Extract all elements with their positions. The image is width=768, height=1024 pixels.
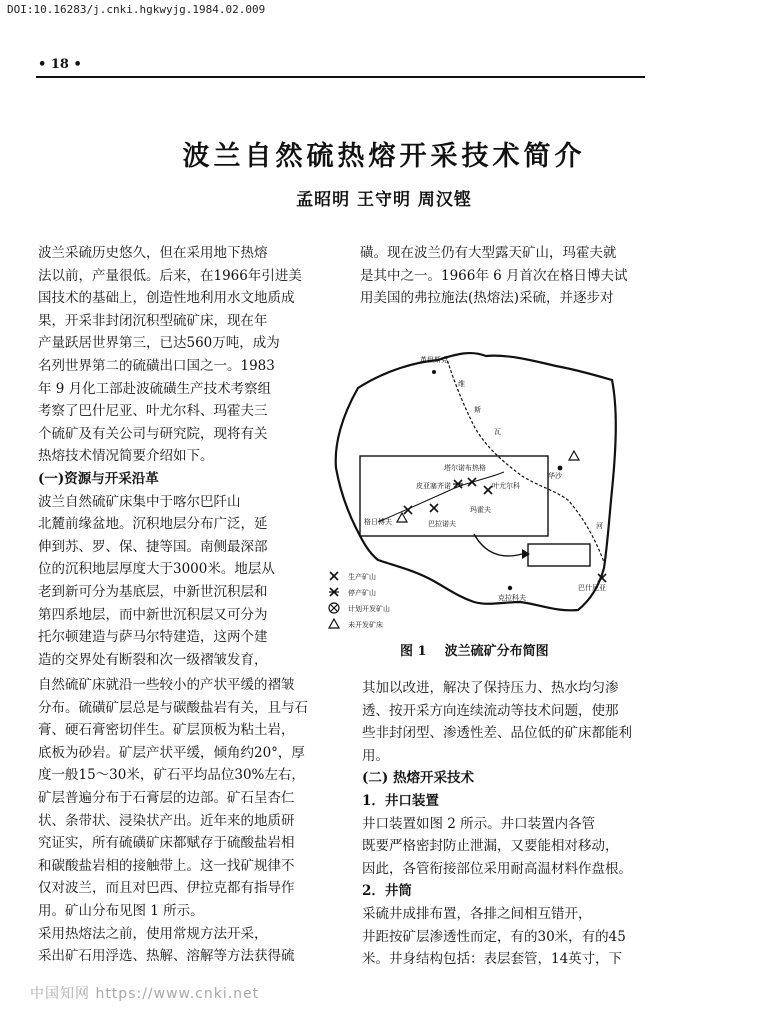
label-jeziorko: 叶尤尔科 bbox=[492, 482, 520, 490]
text-line: 第四系地层，而中新世沉积层又可分为 bbox=[38, 606, 268, 623]
text-line: 波兰采硫历史悠久，但在采用地下热熔 bbox=[38, 245, 268, 261]
label-basznia: 巴什尼亚 bbox=[578, 584, 606, 592]
label-vistula-1: 维 bbox=[458, 380, 465, 388]
text-line: 透、按开采方向连续流动等技术问题，使那 bbox=[362, 702, 619, 719]
label-grzybow: 格日博夫 bbox=[364, 518, 392, 526]
legend-stopped: 停产矿山 bbox=[348, 589, 376, 597]
label-huajia: 华沙 bbox=[548, 472, 562, 480]
text-line: 热熔技术情况简要介绍如下。 bbox=[38, 448, 214, 465]
right-column-top bbox=[360, 242, 660, 310]
text-line: (二) 热熔开采技术 bbox=[362, 770, 474, 787]
text-line: 仅对波兰，而且对巴西、伊拉克都有指导作 bbox=[38, 880, 295, 897]
inset-arrow-head bbox=[522, 549, 530, 559]
text-line: 磺。现在波兰仍有大型露天矿山，玛霍夫就 bbox=[360, 245, 617, 261]
city-dot-icon bbox=[508, 586, 512, 590]
label-gdansk: 革但斯克 bbox=[420, 356, 448, 364]
text-line: 年 9 月化工部赴波硫磺生产技术考察组 bbox=[38, 380, 272, 397]
text-line: 北麓前缘盆地。沉积地层分布广泛，延 bbox=[38, 516, 268, 533]
legend-planned: 计划开发矿山 bbox=[348, 605, 390, 613]
text-line: 井距按矿层渗透性而定，有的30米，有的45 bbox=[362, 928, 626, 945]
text-line: 既要严格密封防止泄漏，又要能相对移动， bbox=[362, 838, 619, 855]
text-line: 果，开采非封闭沉积型硫矿床，现在年 bbox=[38, 312, 268, 329]
text-line: 位的沉积地层厚度大于3000米。地层从 bbox=[38, 561, 275, 578]
text-line: (一)资源与开采沿革 bbox=[38, 470, 159, 487]
left-column-bottom bbox=[38, 674, 338, 968]
poland-outline bbox=[336, 353, 616, 610]
text-line: 老到新可分为基底层，中新世沉积层和 bbox=[38, 583, 268, 600]
text-line: 1．井口装置 bbox=[362, 792, 439, 809]
vistula-river bbox=[446, 356, 604, 562]
label-vistula-3: 瓦 bbox=[494, 428, 501, 436]
label-vistula-2: 斯 bbox=[474, 406, 481, 414]
text-line: 伸到苏、罗、保、捷等国。南侧最深部 bbox=[38, 538, 268, 555]
target-box bbox=[528, 544, 590, 566]
text-line: 自然硫矿床就沿一些较小的产状平缓的褶皱 bbox=[38, 677, 295, 693]
label-piaseczno: 皮亚塞齐诺 bbox=[416, 482, 451, 490]
text-line: 底板为砂岩。矿层产状平缓，倾角约20°，厚 bbox=[38, 744, 305, 761]
label-tarnobrzeg: 塔尔诺布热格 bbox=[444, 464, 486, 472]
text-line: 名列世界第二的硫磺出口国之一。1983 bbox=[38, 357, 275, 374]
doi-header: DOI:10.16283/j.cnki.hgkwyjg.1984.02.009 bbox=[7, 3, 266, 16]
producing-mine-icon bbox=[484, 486, 492, 494]
inset-road bbox=[378, 472, 504, 522]
text-line: 井口装置如图 2 所示。井口装置内各管 bbox=[362, 815, 596, 832]
figure-caption: 图 1 波兰硫矿分布简图 bbox=[400, 644, 549, 659]
text-line: 米。井身结构包括：表层套管，14英寸，下 bbox=[362, 951, 623, 968]
label-baranow: 巴拉诺夫 bbox=[428, 520, 456, 528]
text-line: 2．井筒 bbox=[362, 883, 412, 900]
inset-arrow bbox=[474, 534, 522, 556]
text-line: 和碳酸盐岩相的接触带上。这一找矿规律不 bbox=[38, 857, 295, 874]
text-line: 产量跃居世界第三，已达560万吨，成为 bbox=[38, 335, 280, 352]
page-number: • 18 • bbox=[38, 57, 82, 72]
label-vistula-4: 河 bbox=[596, 522, 603, 530]
text-line: 波兰自然硫矿床集中于喀尔巴阡山 bbox=[38, 493, 241, 510]
text-line: 考察了巴什尼亚、叶尤尔科、玛霍夫三 bbox=[38, 403, 268, 420]
text-line: 状、条带状、浸染状产出。近年来的地质研 bbox=[38, 812, 295, 829]
text-line: 采用热熔法之前，使用常规方法开采， bbox=[38, 925, 268, 942]
poland-sulfur-map bbox=[316, 340, 646, 632]
cnki-watermark: 中国知网 https://www.cnki.net bbox=[30, 986, 260, 1002]
legend-producing: 生产矿山 bbox=[348, 573, 376, 581]
text-line: 用。 bbox=[362, 747, 389, 764]
right-column-bottom bbox=[362, 677, 662, 971]
text-line: 因此，各管衔接部位采用耐高温材料作盘根。 bbox=[362, 860, 632, 877]
legend-undeveloped: 未开发矿床 bbox=[348, 621, 383, 629]
text-line: 国技术的基础上，创造性地利用水文地质成 bbox=[38, 290, 295, 307]
producing-mine-icon bbox=[468, 478, 476, 486]
undeveloped-deposit-icon bbox=[397, 513, 407, 522]
text-line: 矿层普遍分布于石膏层的边部。矿石呈杏仁 bbox=[38, 789, 295, 806]
article-title: 波兰自然硫热熔开采技术简介 bbox=[182, 141, 586, 172]
label-krakow: 克拉科夫 bbox=[498, 594, 526, 602]
text-line: 分布。硫磺矿层总是与碳酸盐岩有关，且与石 bbox=[38, 699, 308, 716]
text-line: 膏、硬石膏密切伴生。矿层顶板为粘土岩， bbox=[38, 722, 295, 739]
city-dot-icon bbox=[558, 466, 563, 471]
header-rule bbox=[36, 76, 645, 78]
text-line: 其加以改进，解决了保持压力、热水均匀渗 bbox=[362, 680, 619, 696]
city-dot-icon bbox=[432, 370, 436, 374]
text-line: 用。矿山分布见图 1 所示。 bbox=[38, 902, 204, 919]
text-line: 采出矿石用浮选、热解、溶解等方法获得硫 bbox=[38, 948, 295, 965]
undeveloped-deposit-icon bbox=[569, 451, 579, 460]
text-line: 是其中之一。1966年 6 月首次在格日博夫试 bbox=[360, 267, 628, 284]
producing-mine-icon bbox=[430, 504, 438, 512]
left-column-top bbox=[38, 242, 338, 671]
text-line: 度一般15～30米，矿石平均品位30%左右， bbox=[38, 767, 305, 784]
label-machow: 玛霍夫 bbox=[470, 506, 491, 514]
article-authors: 孟昭明 王守明 周汉铿 bbox=[296, 190, 472, 210]
text-line: 用美国的弗拉施法(热熔法)采硫，并逐步对 bbox=[360, 290, 614, 307]
text-line: 究证实，所有硫磺矿床都赋存于硫酸盐岩相 bbox=[38, 835, 295, 852]
text-line: 采硫井成排布置，各排之间相互错开， bbox=[362, 905, 592, 922]
text-line: 法以前，产量很低。后来，在1966年引进美 bbox=[38, 267, 302, 284]
text-line: 造的交界处有断裂和次一级褶皱发育， bbox=[38, 651, 268, 668]
text-line: 些非封闭型、渗透性差、品位低的矿床都能利 bbox=[362, 725, 632, 742]
text-line: 个硫矿及有关公司与研究院，现将有关 bbox=[38, 425, 268, 442]
map-legend bbox=[329, 572, 390, 629]
text-line: 托尔顿建造与萨马尔特建造，这两个建 bbox=[38, 629, 268, 646]
